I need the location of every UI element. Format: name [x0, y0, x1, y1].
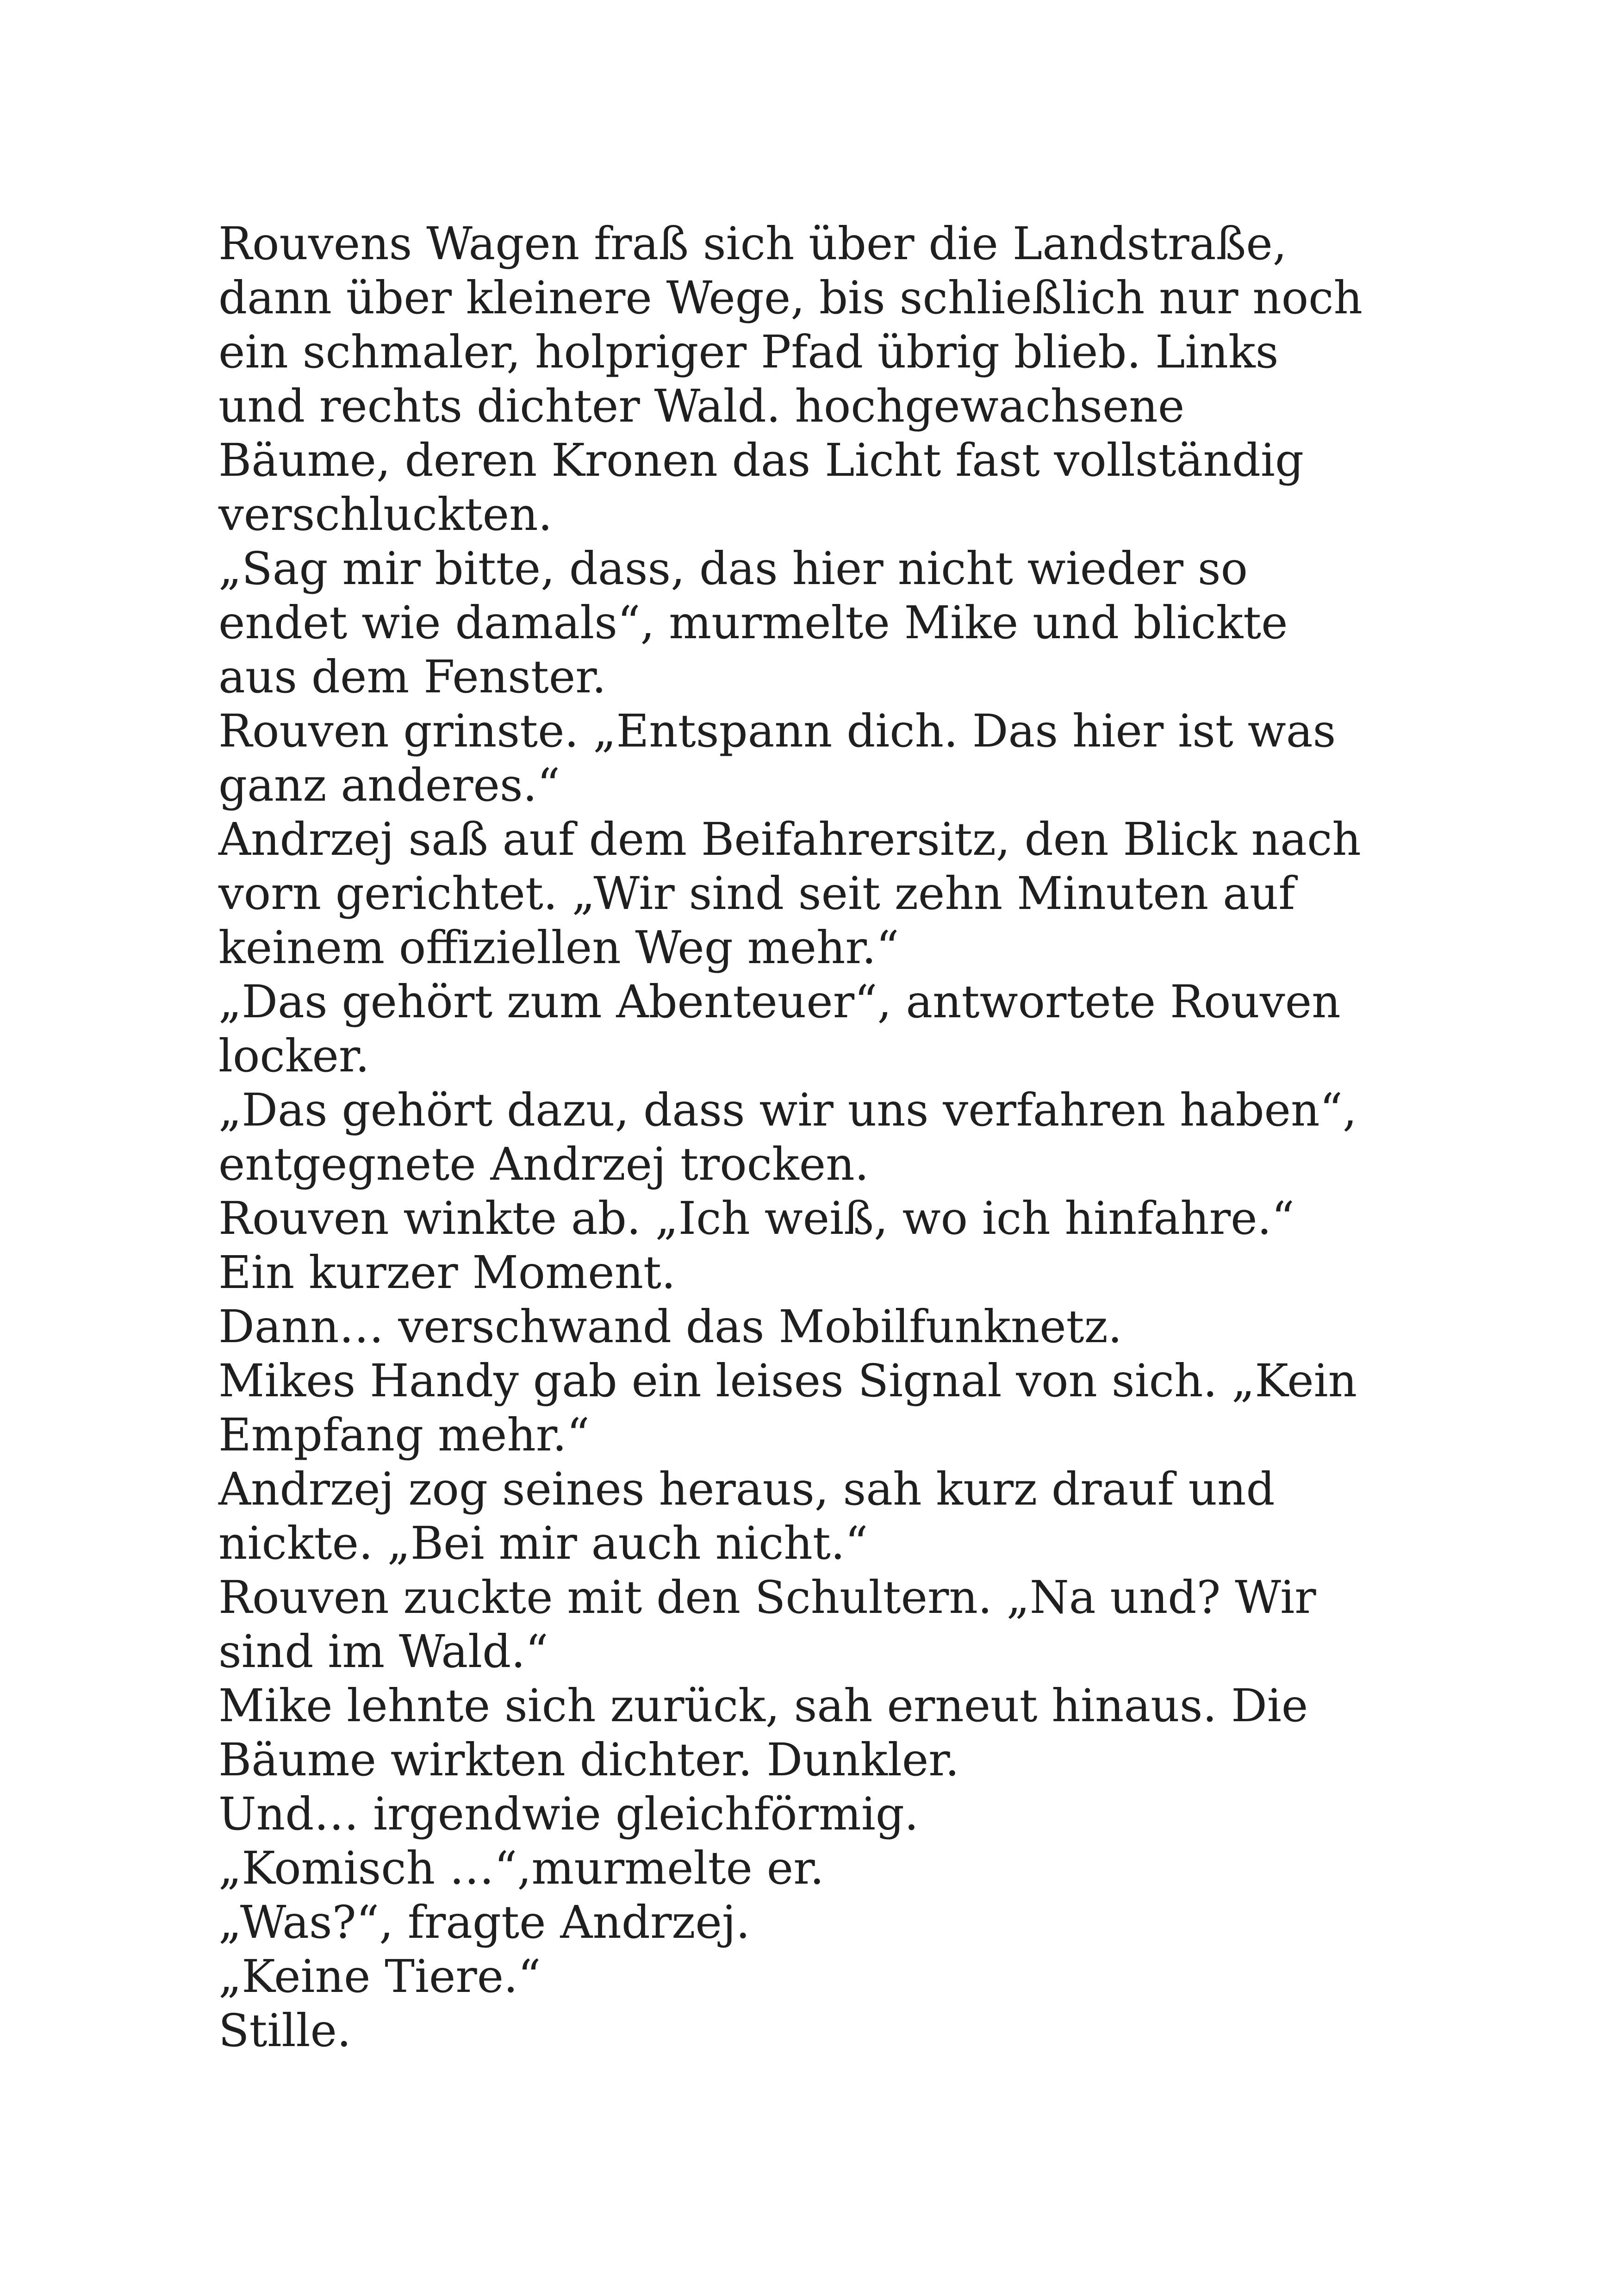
text-line: Empfang mehr.“ [218, 1409, 590, 1461]
text-line: ein schmaler, holpriger Pfad übrig blieb. Links [218, 326, 1279, 378]
text-line: Mikes Handy gab ein leises Signal von sich. „Kein [218, 1355, 1357, 1407]
text-line: „Komisch …“,murmelte er. [218, 1842, 824, 1894]
text-line: Andrzej zog seines heraus, sah kurz drauf und [218, 1463, 1275, 1515]
text-line: locker. [218, 1030, 370, 1082]
text-line: „Was?“, fragte Andrzej. [218, 1896, 750, 1948]
text-line: nickte. „Bei mir auch nicht.“ [218, 1517, 868, 1569]
text-line: „Das gehört dazu, dass wir uns verfahren haben“, [218, 1084, 1357, 1136]
text-line: ganz anderes.“ [218, 759, 560, 811]
text-line: Stille. [218, 2004, 351, 2057]
text-line: verschluckten. [218, 488, 553, 541]
text-line: Rouven grinste. „Entspann dich. Das hier ist was [218, 705, 1336, 757]
text-line: Bäume wirkten dichter. Dunkler. [218, 1734, 959, 1786]
text-line: „Sag mir bitte, dass, das hier nicht wieder so [218, 542, 1248, 595]
text-line: keinem offiziellen Weg mehr.“ [218, 921, 899, 974]
text-line: entgegnete Andrzej trocken. [218, 1138, 869, 1190]
text-line: Mike lehnte sich zurück, sah erneut hinaus. Die [218, 1680, 1308, 1732]
story-text [218, 217, 1468, 2058]
text-line: Und… irgendwie gleichförmig. [218, 1788, 919, 1840]
text-line: „Keine Tiere.“ [218, 1950, 541, 2003]
text-line: dann über kleinere Wege, bis schließlich nur noch [218, 272, 1363, 324]
text-line: Rouvens Wagen fraß sich über die Landstraße, [218, 218, 1287, 270]
text-line: Bäume, deren Kronen das Licht fast vollständig [218, 434, 1304, 486]
text-line: und rechts dichter Wald. hochgewachsene [218, 380, 1185, 432]
text-line: sind im Wald.“ [218, 1625, 548, 1678]
text-line: Ein kurzer Moment. [218, 1246, 676, 1299]
text-line: endet wie damals“, murmelte Mike und blickte [218, 597, 1288, 649]
text-line: Dann… verschwand das Mobilfunknetz. [218, 1300, 1122, 1353]
text-line: Rouven winkte ab. „Ich weiß, wo ich hinfahre.“ [218, 1192, 1294, 1244]
text-line: Rouven zuckte mit den Schultern. „Na und? Wir [218, 1571, 1316, 1624]
text-line: „Das gehört zum Abenteuer“, antwortete Rouven [218, 976, 1341, 1028]
text-line: vorn gerichtet. „Wir sind seit zehn Minuten auf [218, 867, 1295, 920]
text-line: aus dem Fenster. [218, 651, 606, 703]
text-line: Andrzej saß auf dem Beifahrersitz, den Blick nach [218, 813, 1361, 865]
